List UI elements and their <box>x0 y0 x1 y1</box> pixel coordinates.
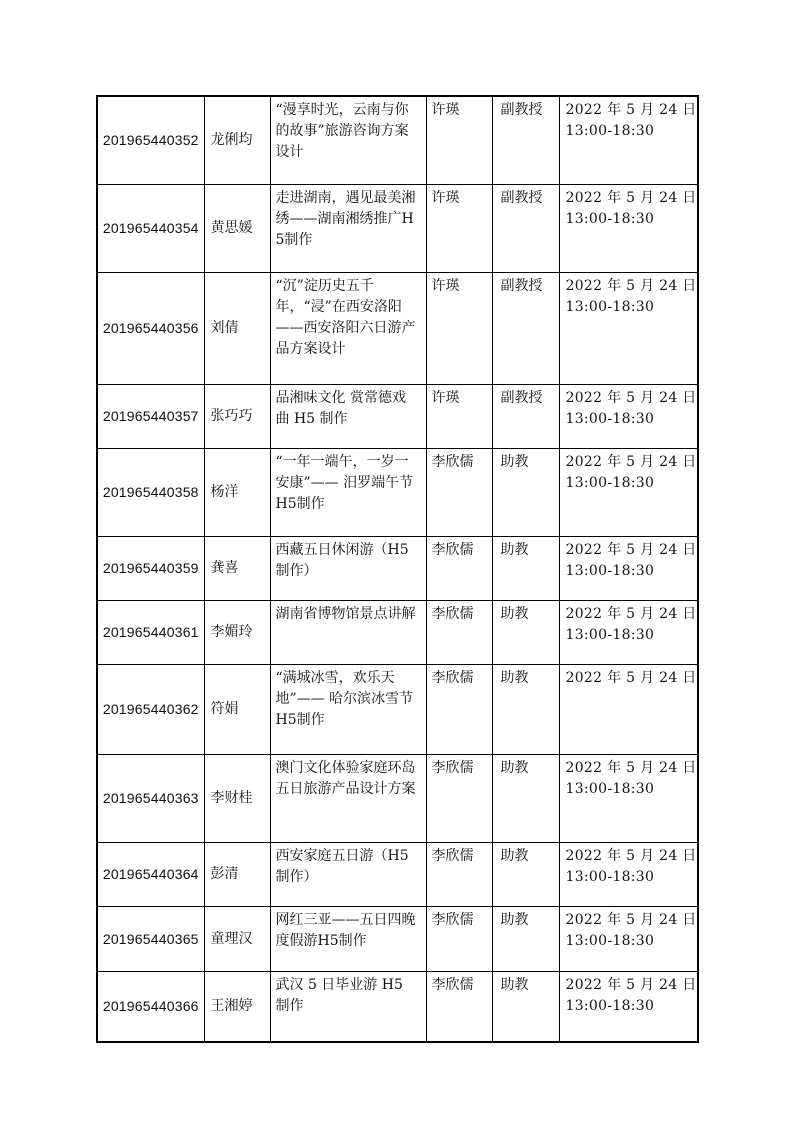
student-id-cell: 201965440352 <box>97 96 204 185</box>
defense-time-cell <box>559 537 698 601</box>
table-row <box>97 385 698 449</box>
topic-cell <box>270 185 426 273</box>
table-row <box>97 601 698 665</box>
defense-hours: 13:00-18:30 <box>565 411 655 427</box>
defense-time-cell <box>559 843 698 907</box>
advisor-rank-cell: 助教 <box>492 755 559 843</box>
topic-cell <box>270 537 426 601</box>
defense-time-cell <box>559 755 698 843</box>
table-row <box>97 96 698 185</box>
topic-text: 武汉 5 日毕业游 H5 制作 <box>275 977 403 1014</box>
student-id-cell: 201965440364 <box>97 843 204 907</box>
advisor-cell: 许瑛 <box>426 185 492 273</box>
table-row <box>97 449 698 537</box>
student-id-cell: 201965440359 <box>97 537 204 601</box>
defense-date: 2022 年 5 月 24 日 <box>565 542 697 558</box>
topic-text: 品湘味文化 赏常德戏曲 H5 制作 <box>275 390 406 427</box>
student-id-cell: 201965440363 <box>97 755 204 843</box>
topic-cell <box>270 843 426 907</box>
topic-text: 湖南省博物馆景点讲解 <box>275 606 416 622</box>
student-name-cell: 王湘婷 <box>204 972 270 1043</box>
advisor-cell: 李欣儒 <box>426 972 492 1043</box>
topic-text: “一年一端午，一岁一安康”—— 汨罗端午节H5制作 <box>275 454 414 512</box>
topic-text: 网红三亚——五日四晚度假游H5制作 <box>275 912 416 949</box>
topic-cell <box>270 273 426 385</box>
table-row <box>97 972 698 1043</box>
student-id-cell: 201965440356 <box>97 273 204 385</box>
schedule-table <box>96 95 699 1043</box>
defense-date: 2022 年 5 月 24 日 <box>565 454 697 470</box>
student-name-cell: 张巧巧 <box>204 385 270 449</box>
advisor-rank-cell: 副教授 <box>492 185 559 273</box>
student-name-cell: 黄思媛 <box>204 185 270 273</box>
student-id-cell: 201965440361 <box>97 601 204 665</box>
topic-text: 澳门文化体验家庭环岛五日旅游产品设计方案 <box>275 760 416 797</box>
topic-text: 西安家庭五日游（H5制作） <box>275 848 409 885</box>
advisor-rank-cell: 助教 <box>492 665 559 755</box>
advisor-rank-cell: 助教 <box>492 972 559 1043</box>
defense-date: 2022 年 5 月 24 日 <box>565 977 697 993</box>
student-id-cell: 201965440358 <box>97 449 204 537</box>
advisor-cell: 李欣儒 <box>426 907 492 972</box>
student-name-cell: 龙俐均 <box>204 96 270 185</box>
defense-hours: 13:00-18:30 <box>565 998 655 1014</box>
advisor-cell: 许瑛 <box>426 273 492 385</box>
defense-date: 2022 年 5 月 24 日 <box>565 848 697 864</box>
defense-date: 2022 年 5 月 24 日 <box>565 670 697 686</box>
advisor-rank-cell: 副教授 <box>492 385 559 449</box>
defense-date: 2022 年 5 月 24 日 <box>565 190 697 206</box>
defense-hours: 13:00-18:30 <box>565 299 655 315</box>
defense-time-cell <box>559 96 698 185</box>
student-id-cell: 201965440366 <box>97 972 204 1043</box>
table-row <box>97 665 698 755</box>
table-row <box>97 843 698 907</box>
defense-hours: 13:00-18:30 <box>565 211 655 227</box>
defense-time-cell <box>559 449 698 537</box>
advisor-cell: 许瑛 <box>426 96 492 185</box>
topic-cell <box>270 665 426 755</box>
topic-cell <box>270 385 426 449</box>
advisor-cell: 李欣儒 <box>426 843 492 907</box>
student-id-cell: 201965440357 <box>97 385 204 449</box>
table-row <box>97 755 698 843</box>
student-name-cell: 童理汉 <box>204 907 270 972</box>
student-name-cell: 杨洋 <box>204 449 270 537</box>
student-id-cell: 201965440354 <box>97 185 204 273</box>
defense-hours: 13:00-18:30 <box>565 123 655 139</box>
topic-text: “漫享时光，云南与你的故事”旅游咨询方案设计 <box>275 102 409 160</box>
advisor-cell: 李欣儒 <box>426 755 492 843</box>
student-name-cell: 李媚玲 <box>204 601 270 665</box>
topic-text: 西藏五日休闲游（H5制作） <box>275 542 409 579</box>
table-row <box>97 537 698 601</box>
defense-time-cell <box>559 273 698 385</box>
topic-cell <box>270 755 426 843</box>
defense-hours: 13:00-18:30 <box>565 627 655 643</box>
table-row <box>97 185 698 273</box>
topic-text: 走进湖南，遇见最美湘绣——湖南湘绣推广H5制作 <box>275 190 416 248</box>
defense-hours: 13:00-18:30 <box>565 781 655 797</box>
topic-cell <box>270 601 426 665</box>
defense-hours: 13:00-18:30 <box>565 475 655 491</box>
topic-cell <box>270 907 426 972</box>
defense-date: 2022 年 5 月 24 日 <box>565 102 697 118</box>
student-name-cell: 彭清 <box>204 843 270 907</box>
defense-time-cell <box>559 665 698 755</box>
student-name-cell: 李财桂 <box>204 755 270 843</box>
defense-date: 2022 年 5 月 24 日 <box>565 912 697 928</box>
advisor-rank-cell: 助教 <box>492 601 559 665</box>
table-row <box>97 273 698 385</box>
defense-time-cell <box>559 907 698 972</box>
defense-time-cell <box>559 972 698 1043</box>
advisor-rank-cell: 副教授 <box>492 273 559 385</box>
topic-cell <box>270 972 426 1043</box>
student-name-cell: 龚喜 <box>204 537 270 601</box>
topic-text: “满城冰雪，欢乐天地”—— 哈尔滨冰雪节H5制作 <box>275 670 414 728</box>
topic-cell <box>270 96 426 185</box>
advisor-rank-cell: 助教 <box>492 449 559 537</box>
student-name-cell: 刘倩 <box>204 273 270 385</box>
defense-date: 2022 年 5 月 24 日 <box>565 278 697 294</box>
schedule-table-body <box>97 96 698 1042</box>
student-name-cell: 符娟 <box>204 665 270 755</box>
defense-date: 2022 年 5 月 24 日 <box>565 390 697 406</box>
defense-date: 2022 年 5 月 24 日 <box>565 760 697 776</box>
student-id-cell: 201965440365 <box>97 907 204 972</box>
table-row <box>97 907 698 972</box>
defense-hours: 13:00-18:30 <box>565 869 655 885</box>
defense-time-cell <box>559 385 698 449</box>
defense-time-cell <box>559 601 698 665</box>
advisor-cell: 许瑛 <box>426 385 492 449</box>
defense-date: 2022 年 5 月 24 日 <box>565 606 697 622</box>
advisor-cell: 李欣儒 <box>426 449 492 537</box>
advisor-rank-cell: 副教授 <box>492 96 559 185</box>
advisor-rank-cell: 助教 <box>492 843 559 907</box>
topic-cell <box>270 449 426 537</box>
defense-time-cell <box>559 185 698 273</box>
defense-hours: 13:00-18:30 <box>565 563 655 579</box>
topic-text: “沉”淀历史五千年，“浸”在西安洛阳——西安洛阳六日游产品方案设计 <box>275 278 416 357</box>
advisor-cell: 李欣儒 <box>426 537 492 601</box>
advisor-cell: 李欣儒 <box>426 601 492 665</box>
defense-hours: 13:00-18:30 <box>565 933 655 949</box>
advisor-rank-cell: 助教 <box>492 907 559 972</box>
advisor-rank-cell: 助教 <box>492 537 559 601</box>
advisor-cell: 李欣儒 <box>426 665 492 755</box>
student-id-cell: 201965440362 <box>97 665 204 755</box>
